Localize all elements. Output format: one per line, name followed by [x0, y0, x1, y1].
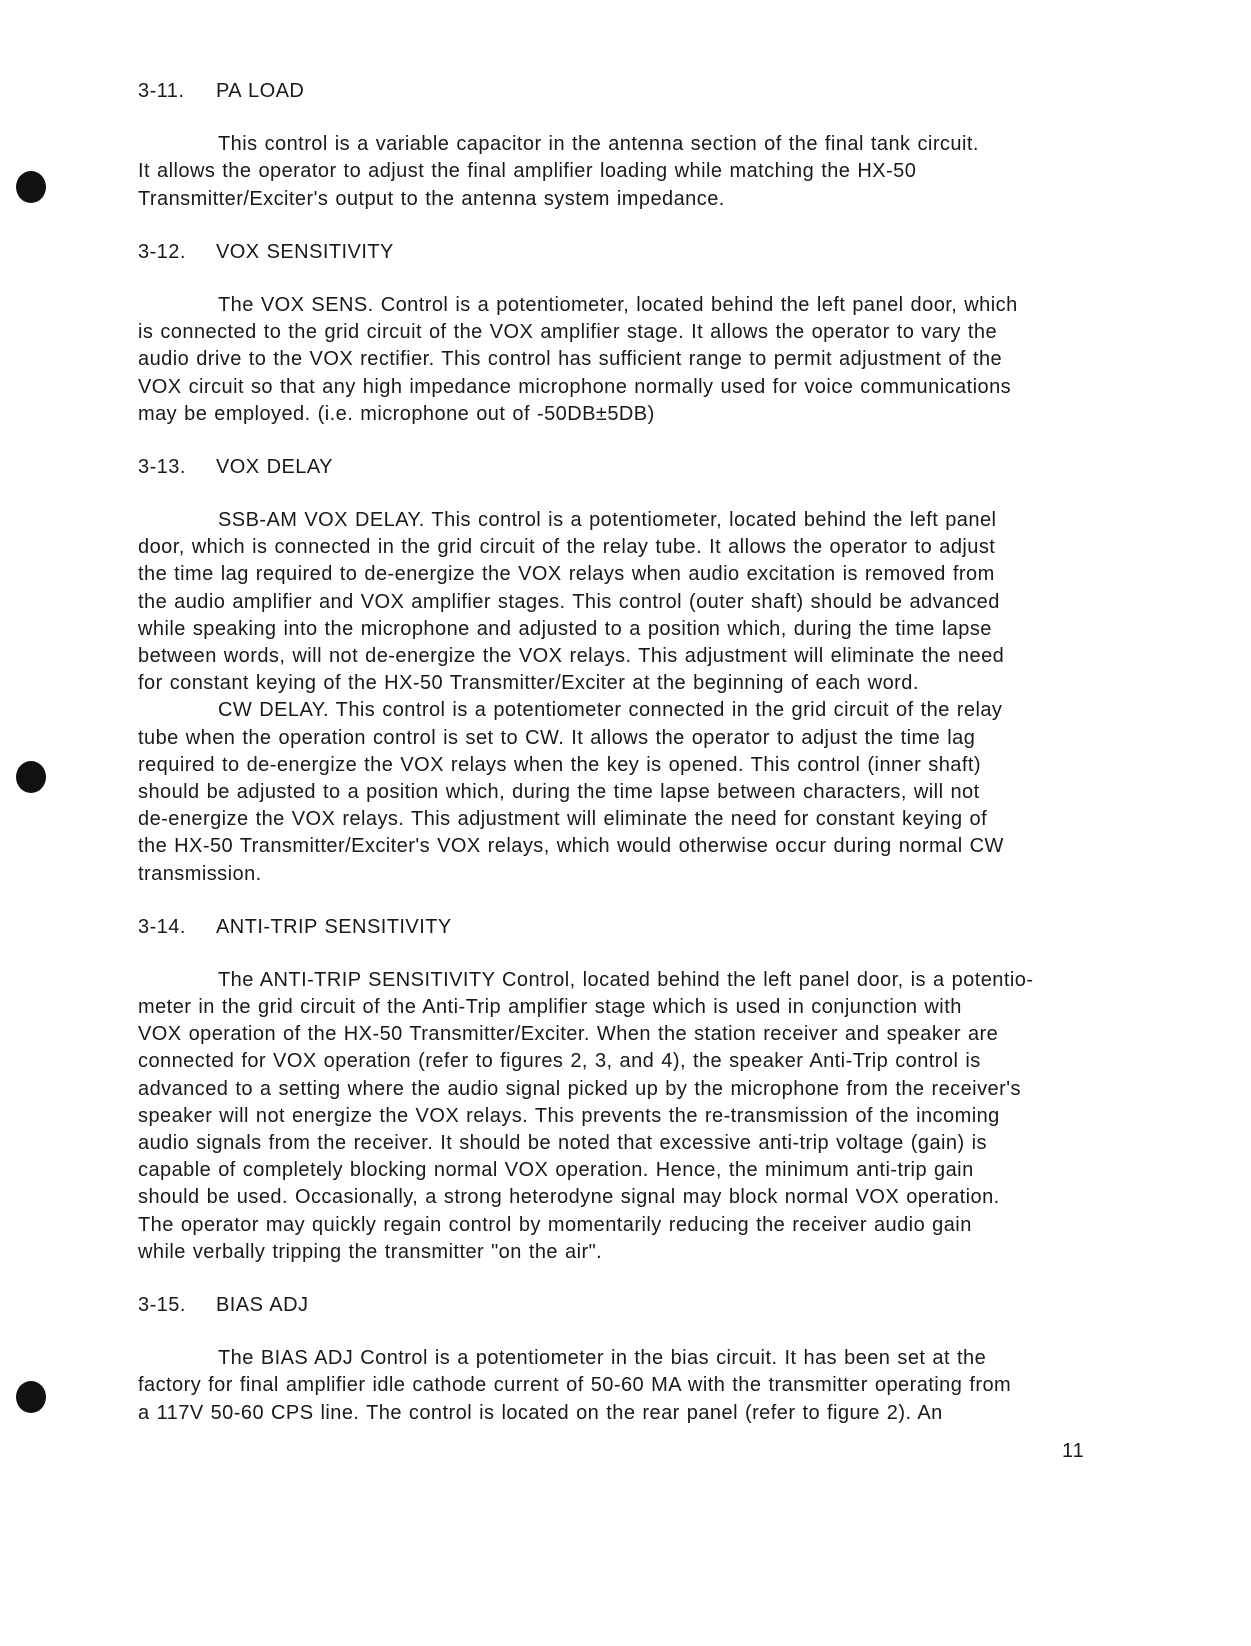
punch-hole — [16, 1381, 46, 1413]
text-line: between words, will not de-energize the VOX relays. This adjustment will eliminate the need — [138, 645, 1005, 667]
section — [138, 914, 1138, 1266]
text-line: audio drive to the VOX rectifier. This control has sufficient range to permit adjustment of the — [138, 348, 1003, 371]
text-line: VOX circuit so that any high impedance microphone normally used for voice communications — [138, 375, 1012, 398]
text-line: transmission. — [138, 862, 262, 885]
text-line: factory for final amplifier idle cathode current of 50-60 MA with the transmitter operating from — [138, 1374, 1012, 1397]
text-line: should be adjusted to a position which, during the time lapse between characters, will not — [138, 780, 980, 803]
section — [138, 78, 1138, 213]
text-line: the time lag required to de-energize the VOX relays when audio excitation is removed from — [138, 563, 995, 586]
section-heading — [138, 914, 1138, 941]
text-line: The ANTI-TRIP SENSITIVITY Control, located behind the left panel door, is a potentio- — [218, 968, 1034, 991]
section-title: BIAS ADJ — [216, 1293, 309, 1316]
text-line: SSB-AM VOX DELAY. This control is a potentiometer, located behind the left panel — [218, 509, 997, 532]
paragraph — [138, 967, 1138, 1266]
section-title: ANTI-TRIP SENSITIVITY — [216, 915, 452, 938]
paragraph — [138, 507, 1138, 697]
text-line: The operator may quickly regain control by momentarily reducing the receiver audio gain — [138, 1213, 972, 1236]
paragraph — [138, 697, 1138, 887]
section-title: PA LOAD — [216, 80, 305, 102]
text-line: It allows the operator to adjust the final amplifier loading while matching the HX-50 — [138, 160, 917, 183]
section-number: 3-12. — [138, 240, 186, 263]
text-line: door, which is connected in the grid circuit of the relay tube. It allows the operator to adjust — [138, 536, 996, 559]
section-heading — [138, 78, 1138, 105]
text-line: while verbally tripping the transmitter "on the air". — [138, 1240, 603, 1263]
text-line: capable of completely blocking normal VOX operation. Hence, the minimum anti-trip gain — [138, 1159, 974, 1182]
section-number: 3-11. — [138, 80, 185, 102]
text-line: audio signals from the receiver. It should be noted that excessive anti-trip voltage (gain) is — [138, 1132, 987, 1154]
text-line: connected for VOX operation (refer to figures 2, 3, and 4), the speaker Anti-Trip control is — [138, 1050, 981, 1073]
document-body — [138, 78, 1138, 1453]
section — [138, 454, 1138, 888]
page-number: 11 — [1062, 1440, 1085, 1462]
section-heading — [138, 1292, 1138, 1319]
section-number: 3-15. — [138, 1293, 186, 1316]
punch-hole — [16, 171, 46, 203]
text-line: tube when the operation control is set to CW. It allows the operator to adjust the time lag — [138, 726, 976, 749]
paragraph — [138, 1345, 1138, 1427]
text-line: required to de-energize the VOX relays when the key is opened. This control (inner shaft) — [138, 753, 981, 776]
section-number: 3-14. — [138, 915, 186, 938]
text-line: de-energize the VOX relays. This adjustment will eliminate the need for constant keying of — [138, 808, 988, 831]
text-line: Transmitter/Exciter's output to the antenna system impedance. — [138, 187, 725, 210]
text-line: a 117V 50-60 CPS line. The control is located on the rear panel (refer to figure 2). An — [138, 1401, 943, 1424]
text-line: VOX operation of the HX-50 Transmitter/Exciter. When the station receiver and speaker are — [138, 1023, 999, 1046]
section-title: VOX DELAY — [216, 455, 333, 478]
text-line: The BIAS ADJ Control is a potentiometer in the bias circuit. It has been set at the — [218, 1347, 987, 1370]
text-line: CW DELAY. This control is a potentiometer connected in the grid circuit of the relay — [218, 699, 1003, 722]
paragraph — [138, 292, 1138, 428]
section-number: 3-13. — [138, 455, 186, 478]
text-line: the audio amplifier and VOX amplifier stages. This control (outer shaft) should be advanced — [138, 590, 1000, 613]
text-line: advanced to a setting where the audio signal picked up by the microphone from the receiver's — [138, 1077, 1021, 1100]
text-line: should be used. Occasionally, a strong heterodyne signal may block normal VOX operation. — [138, 1186, 1000, 1209]
section — [138, 1292, 1138, 1427]
text-line: This control is a variable capacitor in the antenna section of the final tank circuit. — [218, 133, 979, 156]
text-line: meter in the grid circuit of the Anti-Trip amplifier stage which is used in conjunction with — [138, 996, 962, 1019]
section-heading — [138, 454, 1138, 481]
text-line: speaker will not energize the VOX relays. This prevents the re-transmission of the incoming — [138, 1104, 1000, 1127]
text-line: while speaking into the microphone and adjusted to a position which, during the time lapse — [138, 617, 992, 640]
paragraph — [138, 131, 1138, 213]
punch-hole — [16, 761, 46, 793]
text-line: The VOX SENS. Control is a potentiometer, located behind the left panel door, which — [218, 293, 1018, 316]
text-line: is connected to the grid circuit of the VOX amplifier stage. It allows the operator to vary the — [138, 321, 998, 344]
section-title: VOX SENSITIVITY — [216, 240, 394, 263]
section-heading — [138, 239, 1138, 266]
text-line: may be employed. (i.e. microphone out of -50DB±5DB) — [138, 402, 655, 425]
text-line: for constant keying of the HX-50 Transmitter/Exciter at the beginning of each word. — [138, 672, 919, 695]
section — [138, 239, 1138, 428]
text-line: the HX-50 Transmitter/Exciter's VOX relays, which would otherwise occur during normal CW — [138, 835, 1004, 858]
